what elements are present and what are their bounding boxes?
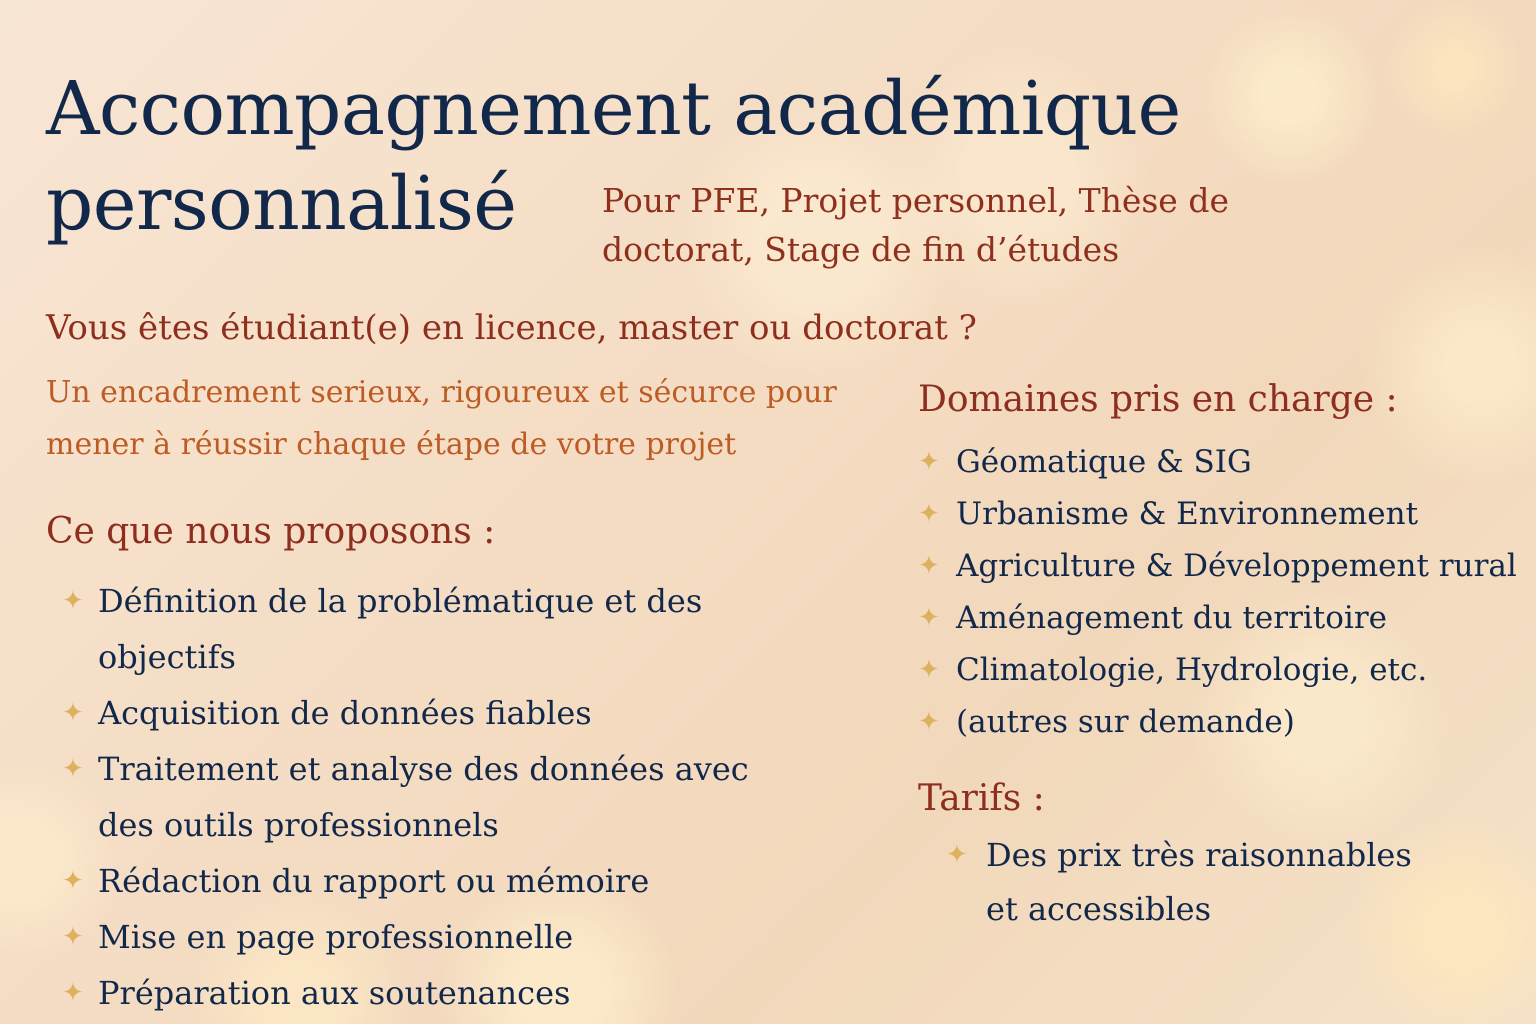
sparkle-icon: ✦ xyxy=(62,866,84,896)
domain-item-urbanisme xyxy=(918,488,1518,540)
domain-label: (autres sur demande) xyxy=(956,704,1295,740)
domains-list xyxy=(918,436,1518,748)
domain-label: Aménagement du territoire xyxy=(956,600,1388,636)
offer-item-mise-en-page xyxy=(62,909,852,965)
sparkle-icon: ✦ xyxy=(62,978,84,1008)
domain-item-autres xyxy=(918,696,1518,748)
sparkle-icon: ✦ xyxy=(946,840,968,870)
domain-item-amenagement xyxy=(918,592,1518,644)
sparkle-icon: ✦ xyxy=(918,499,940,529)
offer-item-problematique xyxy=(62,573,852,685)
sparkle-icon: ✦ xyxy=(918,655,940,685)
domain-label: Agriculture & Développement rural xyxy=(956,548,1517,584)
title-line-1: Accompagnement académique xyxy=(46,66,1181,152)
offer-label: Acquisition de données fiables xyxy=(98,694,592,732)
offer-label: Rédaction du rapport ou mémoire xyxy=(98,862,650,900)
subtitle: Pour PFE, Projet personnel, Thèse de doctorat, Stage de fin d’études xyxy=(602,181,1229,269)
sparkle-icon: ✦ xyxy=(62,698,84,728)
sparkle-icon: ✦ xyxy=(62,922,84,952)
domain-label: Climatologie, Hydrologie, etc. xyxy=(956,652,1428,688)
domains-title: Domaines pris en charge : xyxy=(918,379,1398,420)
offers-list xyxy=(62,573,852,1021)
offer-item-soutenances xyxy=(62,965,852,1021)
offer-item-analyse xyxy=(62,741,852,853)
student-question: Vous êtes étudiant(e) en licence, master ou doctorat ? xyxy=(46,308,977,348)
offer-item-redaction xyxy=(62,853,852,909)
intro-text: Un encadrement serieux, rigoureux et sécurce pour mener à réussir chaque étape de votre projet xyxy=(46,375,837,462)
sparkle-icon: ✦ xyxy=(918,551,940,581)
offer-label: Préparation aux soutenances xyxy=(98,974,571,1012)
tariffs-list xyxy=(946,828,1466,936)
offer-item-acquisition xyxy=(62,685,852,741)
domain-label: Géomatique & SIG xyxy=(956,444,1252,480)
sparkle-icon: ✦ xyxy=(62,586,84,616)
title-line-2: personnalisé xyxy=(46,161,517,247)
domain-item-agriculture xyxy=(918,540,1518,592)
sparkle-icon: ✦ xyxy=(918,707,940,737)
sparkle-icon: ✦ xyxy=(918,447,940,477)
offer-label: Mise en page professionnelle xyxy=(98,918,574,956)
offers-title: Ce que nous proposons : xyxy=(46,511,496,552)
tariff-label: Des prix très raisonnables et accessibles xyxy=(986,836,1412,928)
tariffs-title: Tarifs : xyxy=(918,778,1045,819)
sparkle-icon: ✦ xyxy=(918,603,940,633)
tariff-item-prices xyxy=(946,828,1466,936)
domain-label: Urbanisme & Environnement xyxy=(956,496,1419,532)
offer-label: Définition de la problématique et des objectifs xyxy=(98,582,703,676)
offer-label: Traitement et analyse des données avec des outils professionnels xyxy=(98,750,749,844)
sparkle-icon: ✦ xyxy=(62,754,84,784)
domain-item-geomatique xyxy=(918,436,1518,488)
domain-item-climatologie xyxy=(918,644,1518,696)
